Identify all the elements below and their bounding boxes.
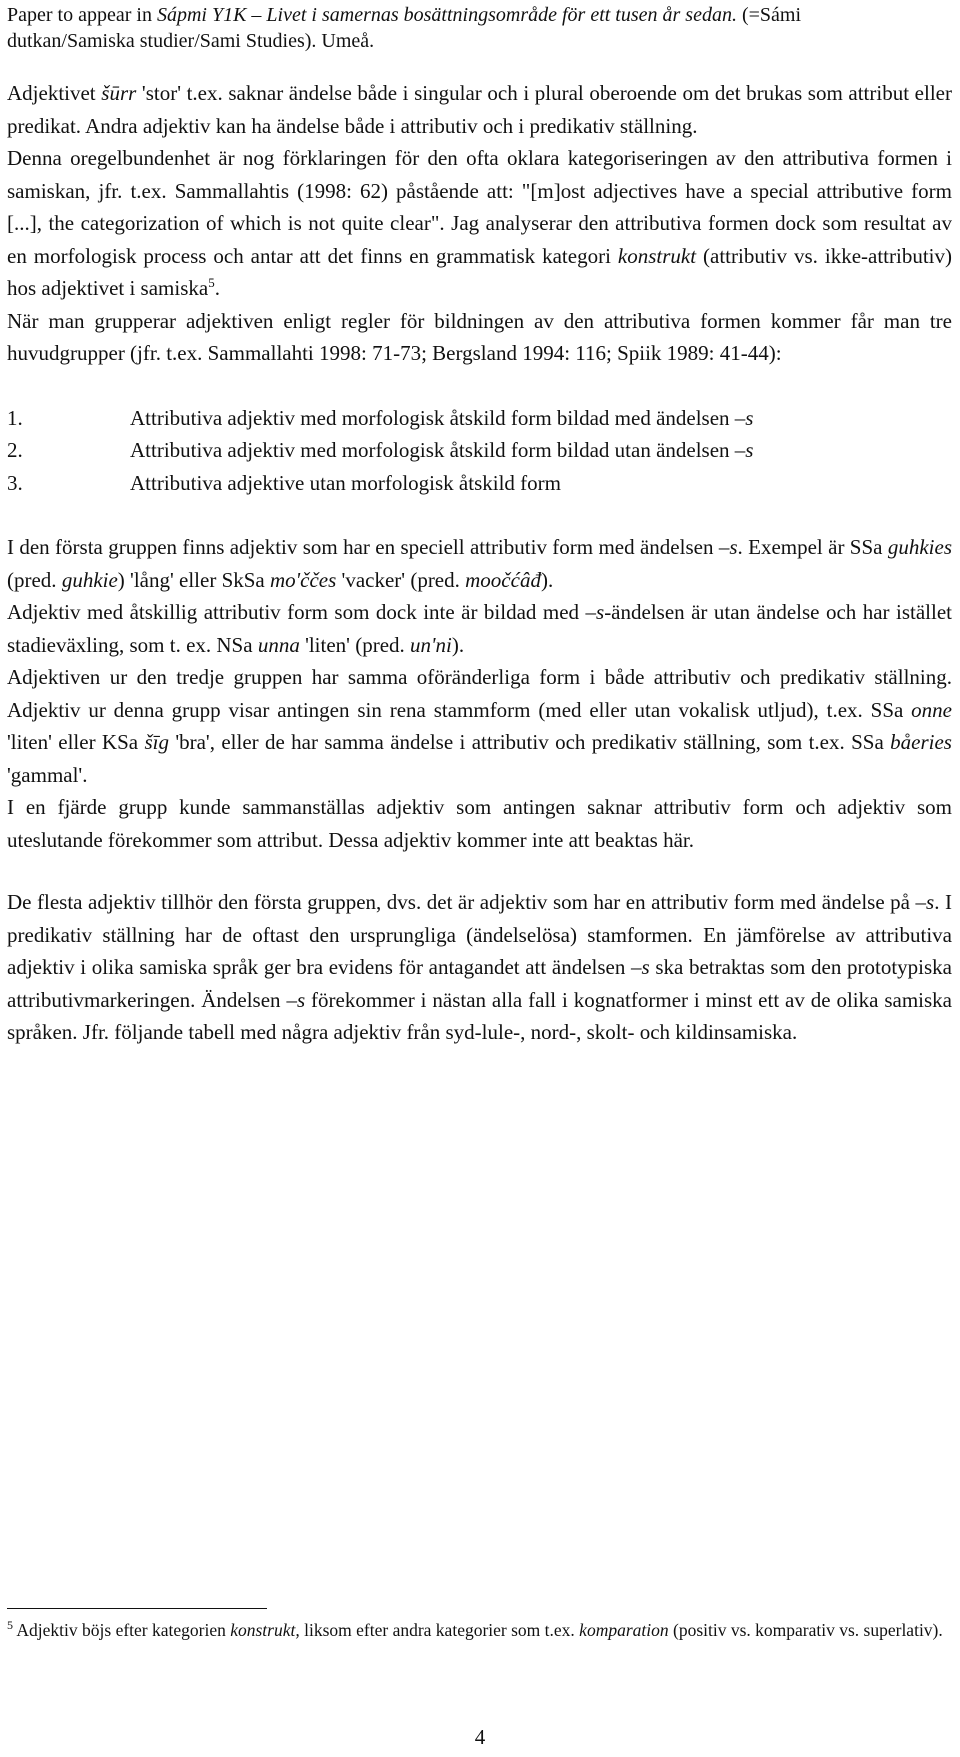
term: konstrukt [617, 243, 697, 268]
body-text [7, 77, 952, 1049]
paragraph: Adjektiven ur den tredje gruppen har samma oföränderliga form i både attributiv och predikativ ställning. Adjektiv ur denna grupp visar antingen sin rena stammform (med eller utan vokalisk utljud), t.ex. SSa onne 'liten' eller KSa šīg 'bra', eller de har samma ändelse i attributiv och predikativ ställning, som t.ex. SSa båeries 'gammal'. [7, 665, 952, 787]
list-number: 2. [7, 438, 23, 462]
list-number: 3. [7, 470, 23, 495]
example-word: guhkie [61, 567, 118, 592]
list-item: 2. Attributiva adjektiv med morfologisk åtskild form bildad utan ändelsen –s [7, 434, 952, 467]
list-number: 1. [7, 405, 23, 430]
example-word: unna [257, 632, 300, 657]
header-text: Paper to appear in [7, 4, 157, 26]
footnote: $^5$ Adjektiv böjs efter kategorien konstrukt, liksom efter andra kategorier som t.ex. komparation (positiv vs. komparativ vs. superlativ). [7, 1618, 943, 1640]
paragraph: De flesta adjektiv tillhör den första gruppen, dvs. det är adjektiv som har en attributiv form med ändelse på –s. I predikativ ställning har de oftast den ursprungliga (ändelselösa) stamformen. En jämförelse av attributiva adjektiv i olika samiska språk ger bra evidens för antagandet att ändelsen –s ska betraktas som den prototypiska attributivmarkeringen. Ändelsen –s förekommer i nästan alla fall i kognatformer i minst ett av de olika samiska språken. Jfr. följande tabell med några adjektiv från syd-lule-, nord-, skolt- och kildinsamiska. [7, 890, 952, 1044]
list-item: 1. Attributiva adjektiv med morfologisk åtskild form bildad med ändelsen –s [7, 402, 952, 435]
paragraph: I den första gruppen finns adjektiv som har en speciell attributiv form med ändelsen –s. Exempel är SSa guhkies (pred. guhkie) 'lång' eller SkSa mo'ččes 'vacker' (pred. moočćâđ). [7, 535, 952, 592]
example-word: moočćâđ [465, 567, 541, 592]
example-word: šīg [144, 730, 169, 754]
paragraph: När man grupperar adjektiven enligt regler för bildningen av den attributiva formen kommer får man tre huvudgrupper (jfr. t.ex. Sammallahti 1998: 71-73; Bergsland 1994: 116; Spiik 1989: 41-44): [7, 308, 952, 365]
header-text: (=Sámi [736, 4, 802, 26]
example-word: šūrr [101, 81, 137, 105]
term: komparation [579, 1620, 669, 1640]
footnote-divider [7, 1608, 267, 1609]
footnote-number: 5 [7, 1618, 13, 1633]
example-word: un'ni [410, 632, 452, 657]
example-word: mo'ččes [270, 567, 337, 592]
header-text: dutkan/Samiska studier/Sami Studies). Umeå. [7, 30, 375, 52]
running-header [7, 2, 952, 54]
footnote-ref[interactable]: 5 [208, 275, 215, 290]
list-item: 3. Attributiva adjektive utan morfologisk åtskild form [7, 467, 952, 500]
example-word: båeries [890, 730, 952, 754]
example-word: onne [911, 697, 952, 722]
paragraph: I en fjärde grupp kunde sammanställas adjektiv som antingen saknar attributiv form och adjektiv som uteslutande förekommer som attribut. Dessa adjektiv kommer inte att beaktas här. [7, 795, 952, 852]
paragraph: Adjektiv med åtskillig attributiv form som dock inte är bildad med –s-ändelsen är utan ändelse och har istället stadieväxling, som t. ex. NSa unna 'liten' (pred. un'ni). [7, 600, 952, 657]
group-list [7, 402, 952, 500]
header-venue: Sápmi Y1K – Livet i samernas bosättningsområde för ett tusen år sedan. [156, 4, 737, 26]
paragraph: Denna oregelbundenhet är nog förklaringen för den ofta oklara kategoriseringen av den attributiva formen i samiskan, jfr. t.ex. Sammallahtis (1998: 62) påstående att: "[m]ost adjectives have a special attributive form [...], the categorization of which is not quite clear". Jag analyserar den attributiva formen dock som resultat av en morfologisk process och antar att det finns en grammatisk kategori konstrukt (attributiv vs. ikke-attributiv) hos adjektivet i samiska$^5$. [7, 146, 952, 300]
page-number: 4 [474, 1725, 486, 1749]
paragraph: Adjektivet šūrr 'stor' t.ex. saknar ändelse både i singular och i plural oberoende om det brukas som attribut eller predikat. Andra adjektiv kan ha ändelse både i attributiv och i predikativ ställning. [7, 81, 952, 138]
term: konstrukt, [230, 1620, 300, 1640]
example-word: guhkies [887, 535, 952, 559]
